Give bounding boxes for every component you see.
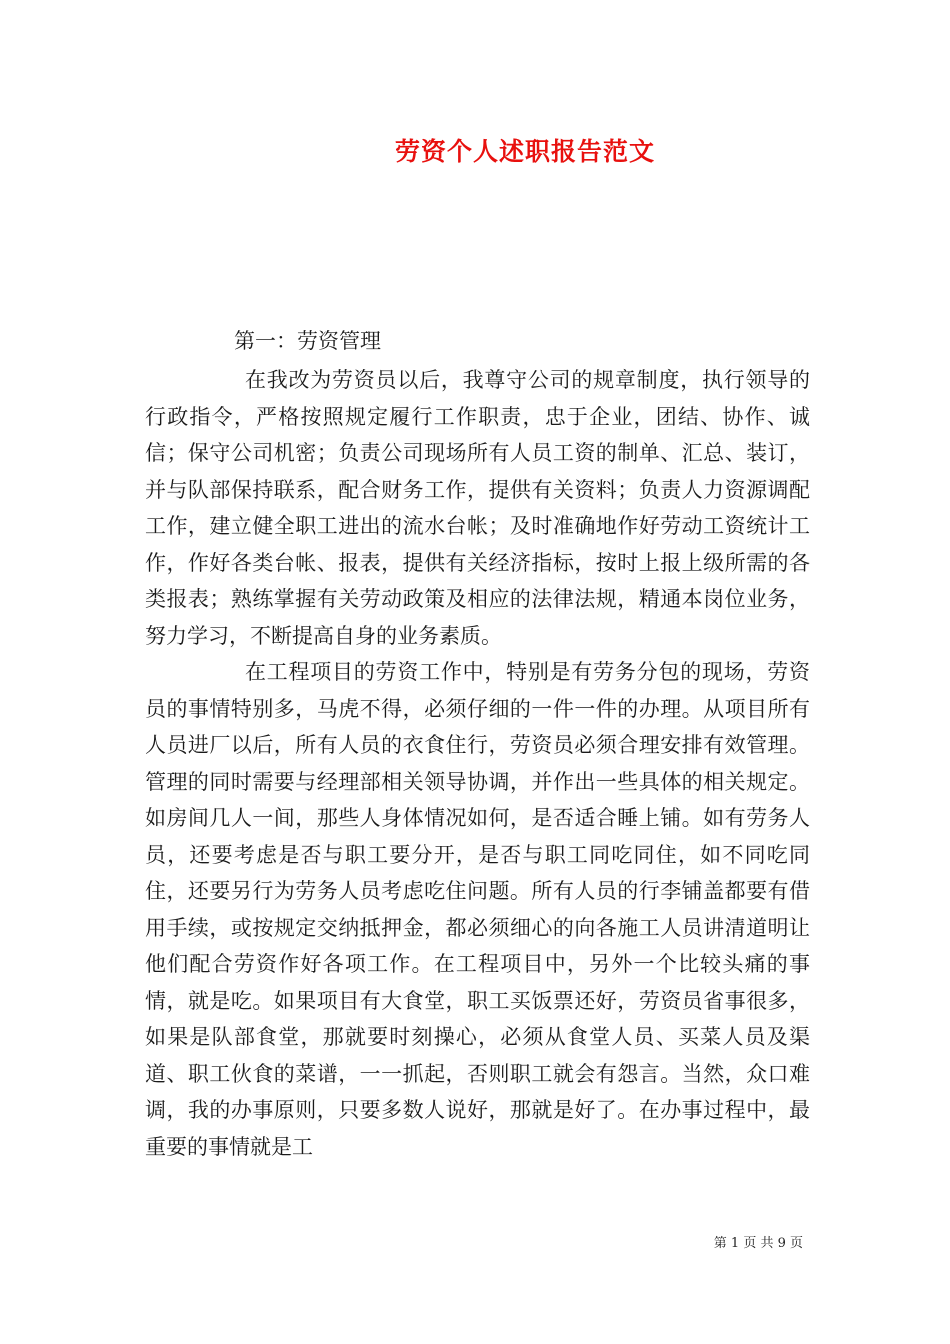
- document-title: 劳资个人述职报告范文: [394, 137, 655, 166]
- page-number-footer: 第 1 页 共 9 页: [713, 1236, 803, 1251]
- paragraph: 在我改为劳资员以后，我尊守公司的规章制度，执行领导的行政指令，严格按照规定履行工作职责，忠于企业，团结、协作、诚信；保守公司机密；负责公司现场所有人员工资的制单、汇总、装订，并与队部保持联系，配合财务工作，提供有关资料；负责人力资源调配工作，建立健全职工进出的流水台帐；及时准确地作好劳动工资统计工作，作好各类台帐、报表，提供有关经济指标，按时上报上级所需的各类报表；熟练掌握有关劳动政策及相应的法律法规，精通本岗位业务，努力学习，不断提高自身的业务素质。: [145, 368, 810, 648]
- paragraph: 在工程项目的劳资工作中，特别是有劳务分包的现场，劳资员的事情特别多，马虎不得，必须仔细的一件一件的办理。从项目所有人员进厂以后，所有人员的衣食住行，劳资员必须合理安排有效管理。管理的同时需要与经理部相关领导协调，并作出一些具体的相关规定。如房间几人一间，那些人身体情况如何，是否适合睡上铺。如有劳务人员，还要考虑是否与职工要分开，是否与职工同吃同住，如不同吃同住，还要另行为劳务人员考虑吃住问题。所有人员的行李铺盖都要有借用手续，或按规定交纳抵押金，都必须细心的向各施工人员讲清道明让他们配合劳资作好各项工作。在工程项目中，另外一个比较头痛的事情，就是吃。如果项目有大食堂，职工买饭票还好，劳资员省事很多，如果是队部食堂，那就要时刻操心，必须从食堂人员、买菜人员及渠道、职工伙食的菜谱，一一抓起，否则职工就会有怨言。当然，众口难调，我的办事原则，只要多数人说好，那就是好了。在办事过程中，最重要的事情就是工: [145, 660, 810, 1159]
- section-heading: 第一：劳资管理: [234, 329, 381, 353]
- document-body: [145, 362, 810, 1165]
